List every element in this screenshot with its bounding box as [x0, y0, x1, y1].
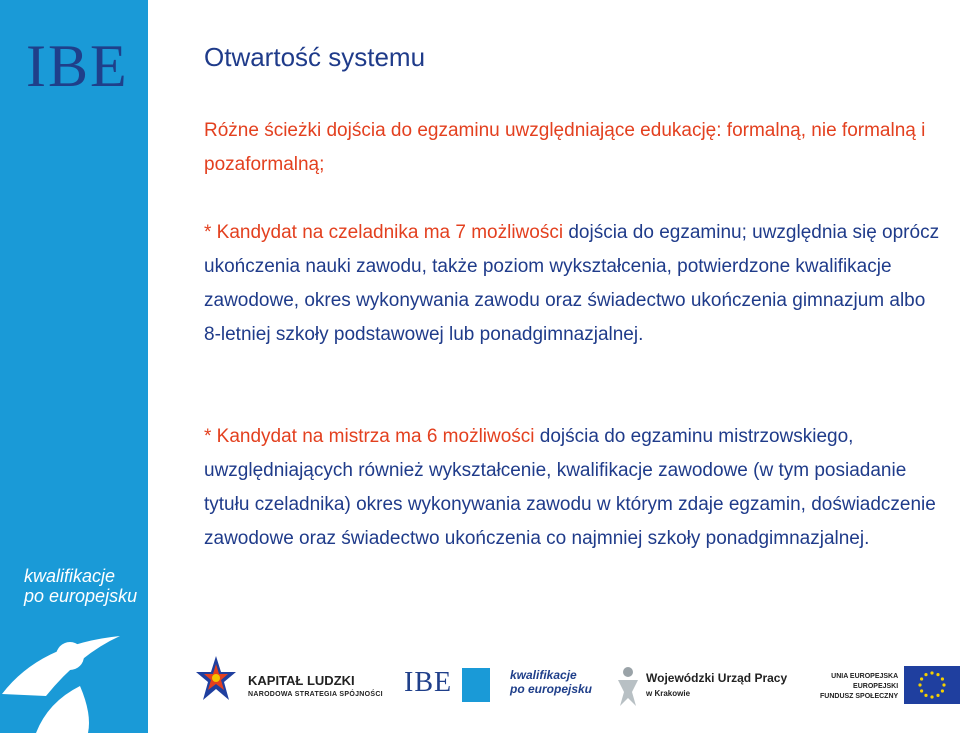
journeyman-highlight: * Kandydat na czeladnika ma 7 możliwości: [204, 222, 564, 243]
wup-logo: [646, 670, 787, 702]
kapital-ludzki-subtitle: NARODOWA STRATEGIA SPÓJNOŚCI: [248, 691, 383, 698]
footer-logos: [190, 652, 960, 733]
paragraph-journeyman: [204, 216, 944, 352]
wup-title: Wojewódzki Urząd Pracy: [646, 671, 788, 685]
brand-line-2: po europejsku: [24, 586, 138, 606]
eu-flag-icon: [904, 666, 960, 704]
wup-figure-icon: [614, 666, 642, 706]
wup-subtitle: w Krakowie: [646, 689, 691, 698]
journeyman-text: dojścia do egzaminu; uwzględnia się oprócz ukończenia nauki zawodu, także poziom wykształcenia, potwierdzone kwalifikacje zawodowe, okres wykonywania zawodu oraz świadectwo ukończenia gimnazjum albo 8-letniej szkoły podstawowej lub ponadgimnazjalnej.: [204, 222, 940, 345]
paragraph-master: [204, 420, 944, 556]
footer-brand-logo: [510, 668, 592, 696]
footer-brand-line-1: kwalifikacje: [510, 668, 577, 682]
eu-line-3: FUNDUSZ SPOŁECZNY: [820, 693, 899, 700]
master-text: dojścia do egzaminu mistrzowskiego, uwzględniających również wykształcenie, kwalifikacje zawodowe (w tym posiadanie tytułu czeladnika) okres wykonywania zawodu w którym zdaje egzamin, doświadczenie zawodowe oraz świadectwo ukończenia co najmniej szkoły ponadgimnazjalnej.: [204, 426, 936, 549]
kapital-ludzki-star-icon: [196, 654, 236, 704]
brand-logo: [24, 566, 137, 606]
eu-line-1: UNIA EUROPEJSKA: [831, 673, 899, 680]
master-highlight: * Kandydat na mistrza ma 6 możliwości: [204, 426, 535, 447]
ibe-logo: IBE: [26, 33, 129, 99]
kapital-ludzki-logo: [248, 674, 383, 702]
eu-line-2: EUROPEJSKI: [853, 683, 899, 690]
brand-line-1: kwalifikacje: [24, 566, 116, 586]
eu-logo-text: [820, 672, 898, 702]
footer-brand-figure-icon: [462, 668, 490, 702]
sidebar: [0, 0, 148, 733]
footer-ibe-logo: IBE: [404, 667, 453, 698]
slide-title: Otwartość systemu: [204, 42, 426, 72]
paragraph-paths: Różne ścieżki dojścia do egzaminu uwzględniające edukację: formalną, nie formalną i pozaformalną;: [204, 120, 926, 175]
figure-icon: [0, 604, 148, 733]
footer-brand-line-2: po europejsku: [510, 682, 593, 696]
kapital-ludzki-title: KAPITAŁ LUDZKI: [248, 673, 355, 688]
